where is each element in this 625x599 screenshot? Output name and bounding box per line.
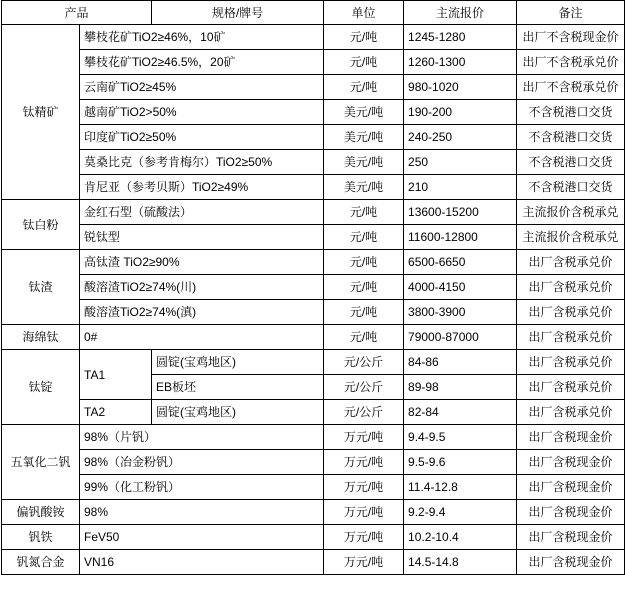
header-cell-price: 主流报价 [404,1,517,25]
note-cell: 出厂含税承兑价 [517,325,625,350]
table-row [2,225,625,250]
unit-cell: 元/吨 [324,300,404,325]
header-cell-note: 备注 [517,1,625,25]
unit-cell: 元/公斤 [324,400,404,425]
note-cell: 出厂含税承兑价 [517,250,625,275]
product-category-cell: 钒氮合金 [2,550,80,575]
table-row [2,150,625,175]
price-cell: 9.4-9.5 [404,425,517,450]
table-row [2,400,625,425]
table-row [2,275,625,300]
table-row [2,75,625,100]
note-cell: 主流报价含税承兑 [517,200,625,225]
note-cell: 出厂不含税承兑价 [517,50,625,75]
spec-cell: VN16 [80,550,324,575]
spec-cell: EB板坯 [152,375,324,400]
note-cell: 不含税港口交货 [517,100,625,125]
note-cell: 出厂含税现金价 [517,450,625,475]
price-table [1,0,625,575]
note-cell: 不含税港口交货 [517,175,625,200]
header-cell-spec: 规格/牌号 [152,1,324,25]
unit-cell: 元/吨 [324,50,404,75]
price-cell: 13600-15200 [404,200,517,225]
spec-cell: 圆锭(宝鸡地区) [152,400,324,425]
table-row [2,475,625,500]
price-cell: 3800-3900 [404,300,517,325]
product-category-cell: 钛锭 [2,350,80,425]
unit-cell: 万元/吨 [324,475,404,500]
spec-cell: 0# [80,325,324,350]
unit-cell: 元/吨 [324,200,404,225]
spec-cell: 98%（片钒） [80,425,324,450]
table-row [2,325,625,350]
table-row [2,500,625,525]
table-row [2,50,625,75]
unit-cell: 元/公斤 [324,375,404,400]
product-category-cell: 五氧化二钒 [2,425,80,500]
note-cell: 出厂不含税现金价 [517,25,625,50]
note-cell: 出厂含税承兑价 [517,300,625,325]
note-cell: 出厂不含税承兑价 [517,75,625,100]
price-cell: 84-86 [404,350,517,375]
spec-cell: 莫桑比克（参考肯梅尔）TiO2≥50% [80,150,324,175]
spec-cell: 99%（化工粉钒） [80,475,324,500]
table-row [2,300,625,325]
table-row [2,200,625,225]
table-header [2,1,625,25]
table-row [2,550,625,575]
table-body [2,25,625,575]
note-cell: 出厂含税现金价 [517,475,625,500]
spec-cell: 金红石型（硫酸法） [80,200,324,225]
note-cell: 出厂含税承兑价 [517,400,625,425]
spec-cell: 高钛渣 TiO2≥90% [80,250,324,275]
header-cell-product: 产品 [2,1,152,25]
price-cell: 9.2-9.4 [404,500,517,525]
table-row [2,350,625,375]
price-cell: 9.5-9.6 [404,450,517,475]
table-row [2,100,625,125]
product-category-cell: 海绵钛 [2,325,80,350]
spec-cell: 攀枝花矿TiO2≥46.5%，20矿 [80,50,324,75]
spec-cell: 酸溶渣TiO2≥74%(川) [80,275,324,300]
product-category-cell: 钛精矿 [2,25,80,200]
unit-cell: 元/吨 [324,225,404,250]
table-row [2,175,625,200]
unit-cell: 万元/吨 [324,550,404,575]
price-cell: 89-98 [404,375,517,400]
unit-cell: 元/吨 [324,250,404,275]
spec-cell: 肯尼亚（参考贝斯）TiO2≥49% [80,175,324,200]
grade-cell: TA2 [80,400,152,425]
unit-cell: 万元/吨 [324,525,404,550]
note-cell: 出厂含税现金价 [517,525,625,550]
price-cell: 79000-87000 [404,325,517,350]
price-cell: 6500-6650 [404,250,517,275]
price-cell: 980-1020 [404,75,517,100]
note-cell: 不含税港口交货 [517,150,625,175]
spec-cell: 印度矿TiO2≥50% [80,125,324,150]
note-cell: 出厂含税现金价 [517,500,625,525]
unit-cell: 元/吨 [324,325,404,350]
spec-cell: 越南矿TiO2>50% [80,100,324,125]
price-cell: 1245-1280 [404,25,517,50]
price-cell: 14.5-14.8 [404,550,517,575]
header-cell-unit: 单位 [324,1,404,25]
table-row [2,425,625,450]
table-row [2,125,625,150]
table-row [2,25,625,50]
unit-cell: 美元/吨 [324,100,404,125]
price-cell: 190-200 [404,100,517,125]
price-cell: 11.4-12.8 [404,475,517,500]
note-cell: 出厂含税承兑价 [517,275,625,300]
note-cell: 主流报价含税承兑 [517,225,625,250]
grade-cell: TA1 [80,350,152,400]
product-category-cell: 钒铁 [2,525,80,550]
unit-cell: 元/吨 [324,75,404,100]
price-cell: 82-84 [404,400,517,425]
table-row [2,250,625,275]
price-cell: 250 [404,150,517,175]
table-row [2,450,625,475]
spec-cell: 攀枝花矿TiO2≥46%，10矿 [80,25,324,50]
note-cell: 出厂含税承兑价 [517,375,625,400]
spec-cell: FeV50 [80,525,324,550]
unit-cell: 美元/吨 [324,150,404,175]
unit-cell: 万元/吨 [324,450,404,475]
price-cell: 11600-12800 [404,225,517,250]
price-cell: 240-250 [404,125,517,150]
note-cell: 出厂含税现金价 [517,425,625,450]
price-cell: 210 [404,175,517,200]
note-cell: 出厂含税现金价 [517,550,625,575]
unit-cell: 元/吨 [324,25,404,50]
table-row [2,525,625,550]
product-category-cell: 偏钒酸铵 [2,500,80,525]
product-category-cell: 钛渣 [2,250,80,325]
unit-cell: 元/公斤 [324,350,404,375]
spec-cell: 圆锭(宝鸡地区) [152,350,324,375]
price-cell: 4000-4150 [404,275,517,300]
spec-cell: 锐钛型 [80,225,324,250]
unit-cell: 万元/吨 [324,500,404,525]
spec-cell: 98%（冶金粉钒） [80,450,324,475]
spec-cell: 云南矿TiO2≥45% [80,75,324,100]
product-category-cell: 钛白粉 [2,200,80,250]
price-cell: 10.2-10.4 [404,525,517,550]
price-cell: 1260-1300 [404,50,517,75]
unit-cell: 美元/吨 [324,175,404,200]
note-cell: 不含税港口交货 [517,125,625,150]
table-header-row [2,1,625,25]
unit-cell: 万元/吨 [324,425,404,450]
unit-cell: 元/吨 [324,275,404,300]
spec-cell: 98% [80,500,324,525]
unit-cell: 美元/吨 [324,125,404,150]
note-cell: 出厂含税承兑价 [517,350,625,375]
spec-cell: 酸溶渣TiO2≥74%(滇) [80,300,324,325]
